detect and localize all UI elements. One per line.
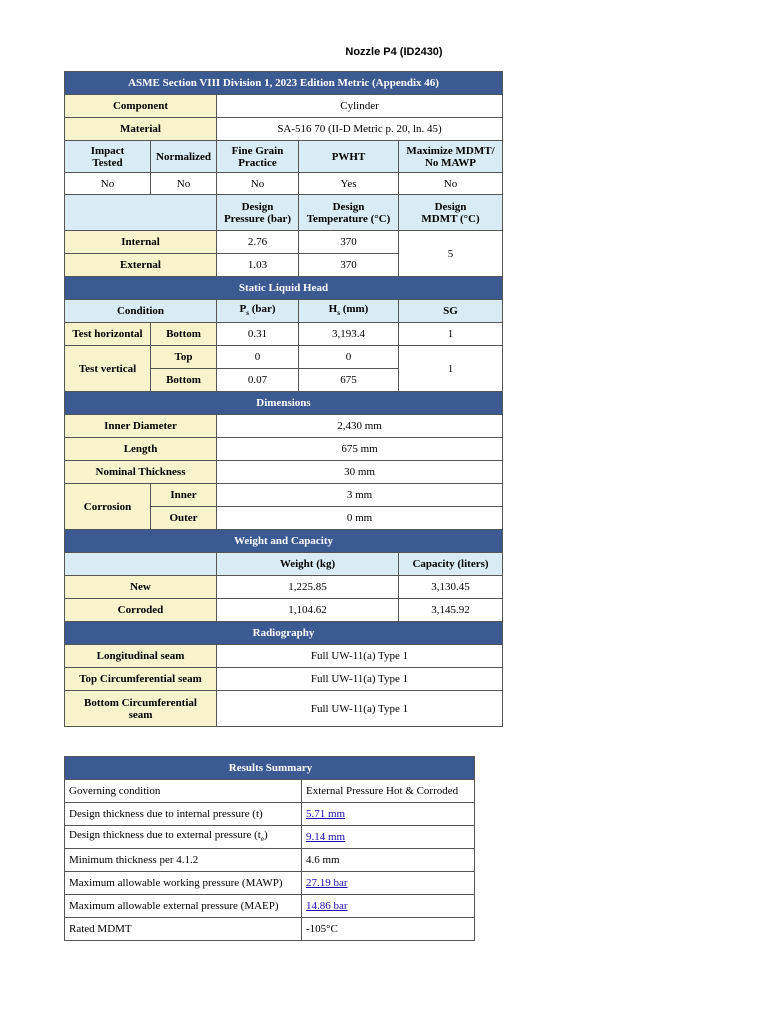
top-circ-seam-label: Top Circumferential seam [65,668,217,691]
new-label: New [65,576,217,599]
corrosion-inner-value: 3 mm [217,484,503,507]
external-temperature: 370 [299,254,399,277]
hs-header: $H_s$ (mm) [299,300,399,323]
radiography-header: Radiography [65,622,503,645]
design-mdmt-header: Design MDMT (°C) [399,195,503,231]
mawp-cell [302,872,475,895]
inner-diameter-value: 2,430 mm [217,415,503,438]
vertical-bottom-ps: 0.07 [217,369,299,392]
corroded-capacity: 3,145.92 [399,599,503,622]
design-mdmt-value: 5 [399,231,503,277]
normalized-value: No [151,173,217,195]
fine-grain-header: Fine Grain Practice [217,141,299,173]
new-weight: 1,225.85 [217,576,399,599]
longitudinal-seam-value: Full UW-11(a) Type 1 [217,645,503,668]
minimum-thickness-value: 4.6 mm [302,849,475,872]
maep-link[interactable]: 14.86 bar [306,900,348,912]
static-head-header: Static Liquid Head [65,277,503,300]
internal-thickness-label: Design thickness due to internal pressure (t) [65,803,302,826]
maximize-mdmt-value: No [399,173,503,195]
internal-thickness-cell [302,803,475,826]
maep-label: Maximum allowable external pressure (MAEP) [65,895,302,918]
mawp-label: Maximum allowable working pressure (MAWP) [65,872,302,895]
mawp-link[interactable]: 27.19 bar [306,877,348,889]
nominal-thickness-label: Nominal Thickness [65,461,217,484]
condition-header: Condition [65,300,217,323]
external-pressure: 1.03 [217,254,299,277]
vertical-bottom-label: Bottom [151,369,217,392]
governing-condition-value: External Pressure Hot & Corroded [302,780,475,803]
component-label: Component [65,95,217,118]
corroded-weight: 1,104.62 [217,599,399,622]
external-thickness-label: Design thickness due to external pressure $(t_e)$ [65,826,302,849]
corrosion-outer-value: 0 mm [217,507,503,530]
material-value: SA-516 70 (II-D Metric p. 20, ln. 45) [217,118,503,141]
weight-header: Weight (kg) [217,553,399,576]
results-summary-header: Results Summary [65,757,475,780]
impact-tested-value: No [65,173,151,195]
horizontal-bottom-label: Bottom [151,323,217,346]
vertical-sg: 1 [399,346,503,392]
horizontal-bottom-hs: 3,193.4 [299,323,399,346]
design-data-table [64,71,503,727]
longitudinal-seam-label: Longitudinal seam [65,645,217,668]
new-capacity: 3,130.45 [399,576,503,599]
asme-header: ASME Section VIII Division 1, 2023 Edition Metric (Appendix 46) [65,72,503,95]
capacity-header: Capacity (liters) [399,553,503,576]
bottom-circ-seam-value: Full UW-11(a) Type 1 [217,691,503,727]
external-thickness-link[interactable]: 9.14 mm [306,831,346,843]
corrosion-outer-label: Outer [151,507,217,530]
maep-cell [302,895,475,918]
vertical-top-label: Top [151,346,217,369]
corroded-label: Corroded [65,599,217,622]
length-label: Length [65,438,217,461]
internal-pressure: 2.76 [217,231,299,254]
page-title: Nozzle P4 (ID2430) [345,46,443,58]
vertical-top-ps: 0 [217,346,299,369]
vertical-bottom-hs: 675 [299,369,399,392]
internal-temperature: 370 [299,231,399,254]
inner-diameter-label: Inner Diameter [65,415,217,438]
horizontal-sg: 1 [399,323,503,346]
design-pressure-header: Design Pressure (bar) [217,195,299,231]
rated-mdmt-label: Rated MDMT [65,918,302,941]
pwht-value: Yes [299,173,399,195]
nominal-thickness-value: 30 mm [217,461,503,484]
design-blank-cell [65,195,217,231]
minimum-thickness-label: Minimum thickness per 4.1.2 [65,849,302,872]
design-temperature-header: Design Temperature (°C) [299,195,399,231]
results-summary-table [64,756,475,941]
internal-thickness-link[interactable]: 5.71 mm [306,808,346,820]
corrosion-inner-label: Inner [151,484,217,507]
corrosion-label: Corrosion [65,484,151,530]
external-label: External [65,254,217,277]
normalized-header: Normalized [151,141,217,173]
test-horizontal-label: Test horizontal [65,323,151,346]
impact-tested-header: Impact Tested [65,141,151,173]
external-thickness-cell [302,826,475,849]
weight-capacity-header: Weight and Capacity [65,530,503,553]
fine-grain-value: No [217,173,299,195]
vertical-top-hs: 0 [299,346,399,369]
length-value: 675 mm [217,438,503,461]
ps-header: $P_s$ (bar) [217,300,299,323]
dimensions-header: Dimensions [65,392,503,415]
bottom-circ-seam-label: Bottom Circumferential seam [65,691,217,727]
pwht-header: PWHT [299,141,399,173]
component-value: Cylinder [217,95,503,118]
material-label: Material [65,118,217,141]
rated-mdmt-value: -105°C [302,918,475,941]
internal-label: Internal [65,231,217,254]
sg-header: SG [399,300,503,323]
governing-condition-label: Governing condition [65,780,302,803]
weight-blank-cell [65,553,217,576]
top-circ-seam-value: Full UW-11(a) Type 1 [217,668,503,691]
horizontal-bottom-ps: 0.31 [217,323,299,346]
maximize-mdmt-header: Maximize MDMT/ No MAWP [399,141,503,173]
test-vertical-label: Test vertical [65,346,151,392]
